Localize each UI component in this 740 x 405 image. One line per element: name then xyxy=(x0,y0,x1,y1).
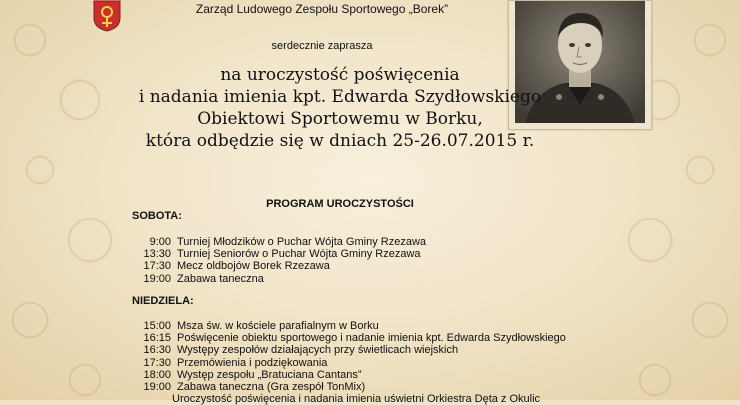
schedule-time: 19:00 xyxy=(143,272,171,285)
schedule-text: Zabawa taneczna (Gra zespół TonMix) xyxy=(177,381,366,394)
schedule-time: 16:15 xyxy=(143,332,171,345)
event-line-2: i nadania imienia kpt. Edwarda Szydłowskiego xyxy=(138,87,542,107)
schedule-text: Występy zespołów działających przy świetlicach wiejskich xyxy=(177,344,459,357)
schedule-time: 15:00 xyxy=(143,320,171,332)
sunday-heading: NIEDZIELA: xyxy=(132,295,194,307)
schedule-text: Turniej Seniorów o Puchar Wójta Gminy Rzezawa xyxy=(177,248,421,261)
schedule-time: 18:00 xyxy=(143,368,171,381)
program-title: PROGRAM UROCZYSTOŚCI xyxy=(266,198,414,210)
event-line-1: na uroczystość poświęcenia xyxy=(220,65,460,85)
schedule-row xyxy=(135,344,566,356)
schedule-row xyxy=(135,273,426,285)
coat-of-arms-icon xyxy=(90,0,124,32)
event-description xyxy=(120,64,560,152)
schedule-row xyxy=(135,236,426,248)
schedule-time: 19:00 xyxy=(143,381,171,394)
footer-note: Uroczystość poświęcenia i nadania imienia uświetni Orkiestra Dęta z Okulic xyxy=(172,393,541,405)
saturday-heading: SOBOTA: xyxy=(132,210,182,222)
schedule-text: Turniej Młodzików o Puchar Wójta Gminy Rzezawa xyxy=(177,236,427,248)
schedule-text: Występ zespołu „Bratuciana Cantans” xyxy=(177,368,362,381)
schedule-row xyxy=(135,260,426,272)
schedule-text: Poświęcenie obiektu sportowego i nadanie imienia kpt. Edwarda Szydłowskiego xyxy=(177,332,566,345)
schedule-row xyxy=(135,248,426,260)
schedule-row xyxy=(135,320,566,332)
schedule-text: Przemówienia i podziękowania xyxy=(177,356,328,369)
schedule-row xyxy=(135,357,566,369)
schedule-time: 17:30 xyxy=(143,260,171,273)
schedule-time: 16:30 xyxy=(143,344,171,357)
event-line-4: która odbędzie się w dniach 25-26.07.2015 r. xyxy=(145,131,535,151)
event-line-3: Obiektowi Sportowemu w Borku, xyxy=(197,109,483,129)
schedule-text: Mecz oldbojów Borek Rzezawa xyxy=(177,260,330,273)
saturday-schedule xyxy=(135,236,426,285)
schedule-time: 9:00 xyxy=(149,236,171,248)
schedule-text: Zabawa taneczna xyxy=(177,272,264,285)
schedule-text: Msza św. w kościele parafialnym w Borku xyxy=(177,320,379,332)
schedule-row xyxy=(135,381,566,393)
ornament-left xyxy=(0,0,120,400)
schedule-row xyxy=(135,369,566,381)
sunday-schedule xyxy=(135,320,566,393)
invite-text: serdecznie zaprasza xyxy=(271,40,373,52)
schedule-row xyxy=(135,332,566,344)
schedule-time: 13:30 xyxy=(143,248,171,261)
schedule-time: 17:30 xyxy=(143,356,171,369)
organizer-name: Zarząd Ludowego Zespołu Sportowego „Borek” xyxy=(195,2,449,16)
